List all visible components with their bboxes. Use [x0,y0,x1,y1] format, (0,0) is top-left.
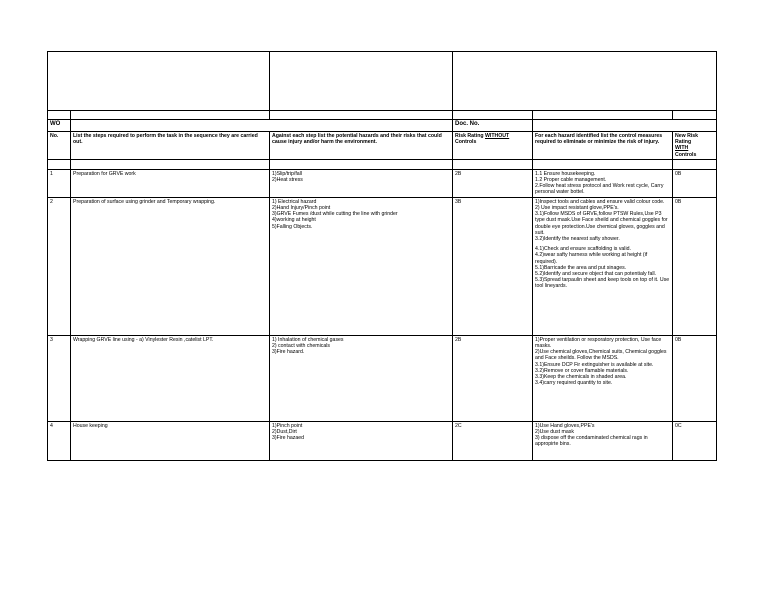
row-step: House keeping [71,421,270,460]
row-step: Wrapping GRVE line using - a) Vinylester Resin ,catelist LPT. [71,335,270,421]
col-header-controls: For each hazard identified list the control measures required to eliminate or minimize the risk of injury. [533,132,673,160]
row-controls-text: 1)Use Hand gloves,PPE's 2)Use dust mask 3) dispose off the condaminated chemical rags in appropirte bins. [535,422,648,448]
row-hazards: 1) Inhalation of chemical gases 2) contact with chemicals 3)Fire hazard. [270,335,453,421]
row-controls-text: 1)Inspect tools and cables and ensure valid colour code. 2) Use impact resistant glove,PPE's. 3.1)Follow MSDS of GRVE,follow PTSW Rules,Use P3 type dust mask.Use Face sheild and chemical goggles for double eye protection.Use chemical gloves, goggles and suit. 3.2)Identify the nearest safty shower. [535,198,668,243]
new-risk-suffix: Controls [675,151,697,158]
col-header-new-risk [673,132,717,160]
column-header-row [48,132,717,160]
new-risk-prefix: New Risk Rating [675,133,699,146]
row-step: Preparation for GRVE work [71,169,270,197]
spacer-cell [453,111,533,120]
row-controls [533,197,673,335]
spacer-cell [673,111,717,120]
wo-label: WO [48,120,71,132]
table-row [48,197,717,335]
row-controls-text: 1)Proper ventilation or resporatory protection, Use face masks. 2)Use chemical gloves,Chemical suits, Chemical goggles and Face sheilds. Follow the MSDS. 3.1)Ensure DCP Fir extinguisher is available at site. 3.2)Remove or cover flamable materials. 3.3)Keep the chemicals in shaded area. 3.4)carry required quantity to site. [535,336,667,387]
row-controls-text-continued: 4.1)Check and ensure scaffolding is valid. 4.2)wear safty harness while working at height (if required). 5.1)Barricade the area and put sinages. 5.2)Identify and secure object that can potentialy fall. 5.3)Spread tarpaulin sheet and keep tools on top of it. Use tool lineyards. [535,246,670,290]
gap-cell [71,159,270,169]
risk-rating-without: WITHOUT [484,133,510,139]
row-hazards: 1) Electrical hazard 2)Hand Injury/Pinch point 3)GRVE Fumes /dust while cutting the line with grinder 4)working at height 5)Falling Objects. [270,197,453,335]
new-risk-with: WITH [675,145,689,152]
title-cell-middle [270,52,453,111]
gap-row [48,159,717,169]
risk-rating-prefix: Risk Rating [455,133,485,139]
wo-value[interactable] [71,120,453,132]
table-row [48,421,717,460]
doc-no-label: Doc. No. [453,120,533,132]
gap-cell [48,159,71,169]
row-hazards: 1)Pinch point 2)Dust,Dirt 3)Fire hazaed [270,421,453,460]
wo-row [48,120,717,132]
row-hazards: 1)Slip/trip/fall 2)Heat stress [270,169,453,197]
spacer-cell [48,111,71,120]
row-step: Preparation of surface using grinder and Temporary wrapping. [71,197,270,335]
risk-assessment-sheet [47,51,716,461]
row-new-risk: 0C [673,421,717,460]
row-new-risk: 0B [673,335,717,421]
row-controls [533,169,673,197]
row-controls [533,421,673,460]
gap-cell [453,159,533,169]
title-cell-right [453,52,717,111]
spacer-cell [71,111,270,120]
row-no: 4 [48,421,71,460]
col-header-risk-rating [453,132,533,160]
title-cell-left [48,52,270,111]
row-risk-rating: 2C [453,421,533,460]
col-header-no: No. [48,132,71,160]
risk-assessment-table [47,51,717,461]
spacer-cell [270,111,453,120]
spacer-cell [533,111,673,120]
row-new-risk: 0B [673,169,717,197]
gap-cell [673,159,717,169]
col-header-steps: List the steps required to perform the task in the sequence they are carried out. [71,132,270,160]
table-row [48,169,717,197]
row-no: 3 [48,335,71,421]
row-new-risk: 0B [673,197,717,335]
row-controls [533,335,673,421]
col-header-hazards: Against each step list the potential hazards and their risks that could cause injury and/or harm the environment. [270,132,453,160]
row-no: 1 [48,169,71,197]
row-controls-text: 1.1 Ensure housekeeping. 1.2 Proper cable management. 2.Follow heat stress protocol and Work rest cycle, Carry personal water bottel. [535,170,664,196]
gap-cell [270,159,453,169]
table-row [48,335,717,421]
spacer-row [48,111,717,120]
row-risk-rating: 3B [453,197,533,335]
doc-no-value[interactable] [533,120,717,132]
row-risk-rating: 2B [453,169,533,197]
title-block-row [48,52,717,111]
row-risk-rating: 2B [453,335,533,421]
gap-cell [533,159,673,169]
row-no: 2 [48,197,71,335]
risk-rating-suffix: Controls [455,139,477,146]
